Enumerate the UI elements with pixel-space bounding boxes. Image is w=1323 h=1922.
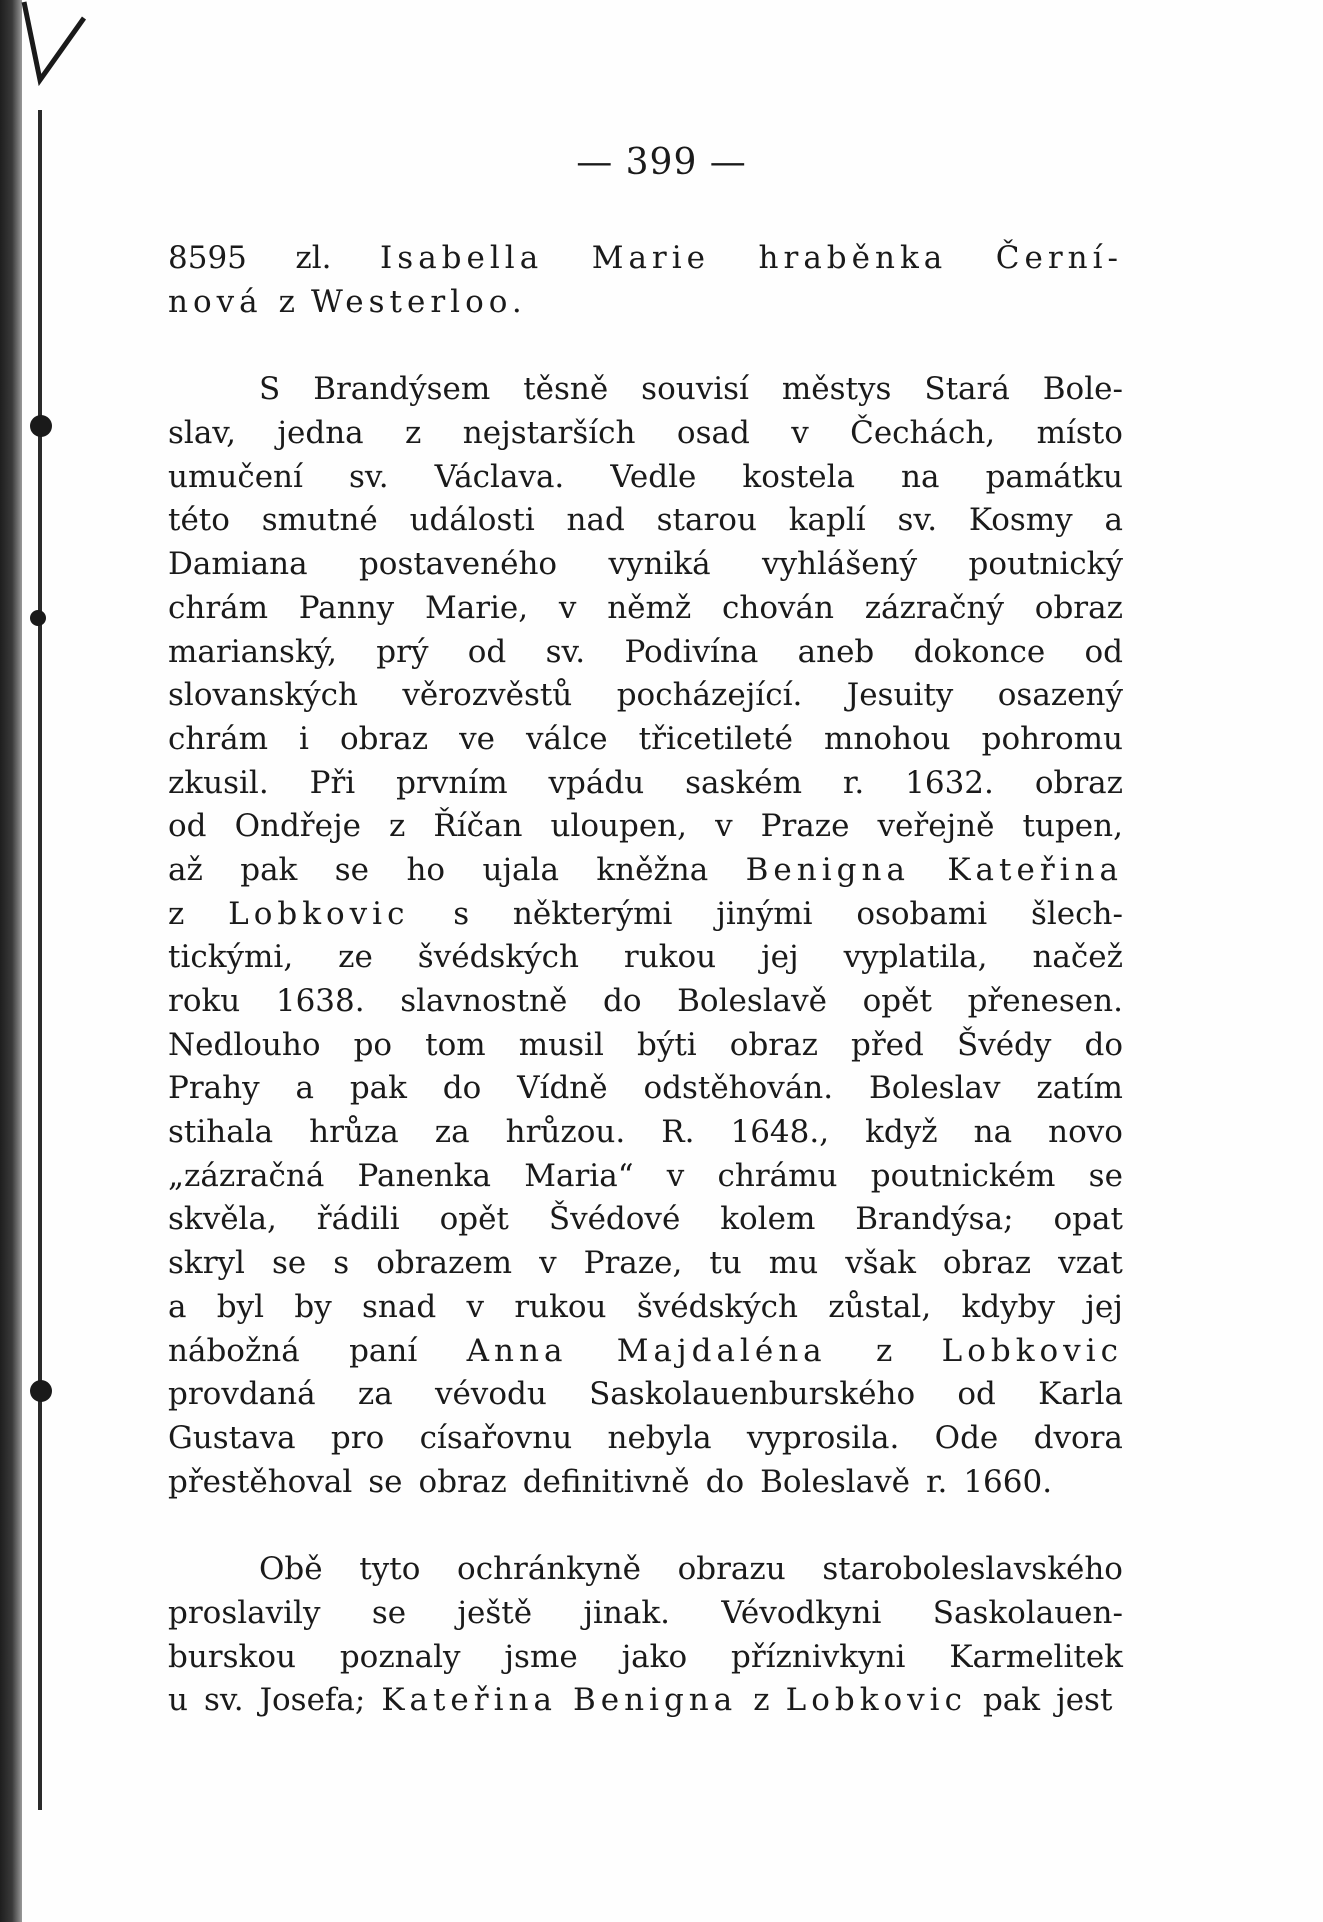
word: jest <box>1056 1682 1113 1719</box>
word: obraz <box>1034 589 1123 626</box>
text-line <box>168 1286 1123 1330</box>
word: chrámu <box>717 1157 838 1194</box>
word: příznivkyni <box>730 1638 906 1675</box>
word: uloupen, <box>550 808 688 845</box>
word: tu <box>709 1245 742 1282</box>
word: marianský, <box>168 633 338 670</box>
word: 8595 <box>168 240 247 276</box>
body-text <box>168 237 1123 1723</box>
word: kdyby <box>961 1288 1055 1325</box>
word: řádili <box>316 1201 400 1238</box>
word: S <box>259 371 281 408</box>
word: Praze, <box>583 1245 683 1282</box>
word: se <box>334 851 370 888</box>
word: nebyla <box>607 1419 712 1456</box>
word: burskou <box>168 1638 296 1675</box>
word: slovanských <box>168 677 358 714</box>
word: Při <box>309 764 356 801</box>
word: Karmelitek <box>949 1638 1123 1675</box>
word: pak <box>349 1070 407 1107</box>
word: Boleslavě <box>677 983 827 1019</box>
word: v <box>666 1157 685 1194</box>
word: švédských <box>636 1288 798 1325</box>
word: chrám <box>168 589 269 626</box>
word: stihala <box>168 1114 274 1151</box>
word: Obě <box>259 1551 323 1588</box>
text-line <box>168 849 1123 893</box>
word: jinak. <box>583 1594 670 1631</box>
word: rukou <box>623 939 717 976</box>
word: umučení <box>168 458 303 495</box>
word: kolem <box>720 1201 816 1238</box>
word: Isabella <box>380 240 544 276</box>
word: a <box>1104 502 1123 539</box>
word: saském <box>685 764 802 801</box>
text-line <box>168 1024 1123 1068</box>
word: pohromu <box>981 720 1123 757</box>
word: zázračný <box>864 589 1005 626</box>
word: věrozvěstů <box>402 677 573 714</box>
word: těsně <box>523 371 609 408</box>
word: nejstarších <box>462 415 636 452</box>
word: za <box>434 1114 470 1151</box>
word: sv. <box>897 502 938 539</box>
word: dokonce <box>913 633 1046 670</box>
word: Švédy <box>956 1026 1052 1063</box>
word: Saskolauen- <box>932 1594 1123 1631</box>
word: 1648., <box>730 1114 830 1151</box>
word: od <box>467 633 507 670</box>
word: nábožná <box>168 1332 300 1369</box>
word: a <box>295 1070 314 1107</box>
word: vyniká <box>608 546 711 583</box>
word: mu <box>768 1245 819 1282</box>
word: hrůzou. <box>505 1114 626 1151</box>
word: tom <box>425 1026 486 1063</box>
text-line <box>168 718 1123 762</box>
word: válce <box>526 720 608 757</box>
word: Boleslav <box>868 1070 1001 1107</box>
word: místo <box>1036 415 1123 452</box>
word: pro <box>330 1419 385 1456</box>
word: veřejně <box>877 808 995 845</box>
word: na <box>901 458 940 495</box>
word: postaveného <box>358 546 558 583</box>
word: Maria“ <box>524 1157 634 1194</box>
word: poutnický <box>968 546 1123 583</box>
word: jsme <box>504 1638 578 1675</box>
page-number: — 399 — <box>576 142 747 183</box>
margin-binding-line <box>38 110 42 1810</box>
word: Marie <box>591 240 711 276</box>
word: Karla <box>1038 1376 1123 1413</box>
word: poznaly <box>339 1638 461 1675</box>
word: šlech- <box>1030 895 1123 932</box>
word: obraz <box>339 720 429 757</box>
paragraph <box>168 237 1123 324</box>
word: kaplí <box>788 502 866 539</box>
word: v <box>539 1245 557 1282</box>
margin-dot <box>30 415 52 437</box>
word: Anna <box>466 1332 568 1369</box>
word: od <box>957 1376 996 1413</box>
word: sv. <box>203 1682 244 1719</box>
word: vévodu <box>434 1376 547 1413</box>
paragraph-gap <box>168 324 1123 368</box>
word: zůstal, <box>828 1288 932 1325</box>
word: obraz <box>942 1245 1032 1282</box>
word: osad <box>676 415 750 452</box>
word: provdaná <box>168 1376 316 1413</box>
text-line <box>168 1636 1123 1680</box>
word: nad <box>566 502 625 539</box>
text-line <box>168 980 1123 1024</box>
word: Bole- <box>1042 371 1123 408</box>
word: z <box>753 1682 770 1719</box>
word: proslavily <box>168 1594 321 1631</box>
word: se <box>1088 1157 1123 1194</box>
word: Boleslavě <box>760 1463 911 1500</box>
word: ujala <box>482 851 559 888</box>
word: když <box>865 1114 938 1151</box>
text-line <box>168 1373 1123 1417</box>
word: Josefa; <box>259 1682 366 1719</box>
word: z <box>875 1332 893 1369</box>
word: události <box>409 502 535 539</box>
text-line <box>168 368 1123 412</box>
word: vyprosila. <box>746 1419 900 1456</box>
word: odstěhován. <box>643 1070 834 1107</box>
word: starou <box>656 502 757 539</box>
word: „zázračná <box>168 1157 325 1194</box>
word: opat <box>1053 1201 1123 1238</box>
word: i <box>299 720 309 757</box>
word: sv. <box>545 633 586 670</box>
word: souvisí <box>641 371 749 408</box>
word: Lobkovic <box>228 895 410 932</box>
word: v <box>791 415 809 452</box>
word: na <box>973 1114 1013 1151</box>
word: Benigna <box>745 851 910 888</box>
text-line <box>168 456 1123 500</box>
text-line <box>168 805 1123 849</box>
word: vyplatila, <box>843 939 988 976</box>
word: zkusil. <box>168 764 269 801</box>
word: jako <box>621 1638 688 1675</box>
word: přenesen. <box>967 983 1123 1019</box>
text-line <box>168 1067 1123 1111</box>
word: slavnostně <box>400 983 568 1019</box>
word: z <box>278 283 295 320</box>
word: osobami <box>856 895 988 932</box>
word: vpádu <box>548 764 645 801</box>
word: Čechách, <box>850 415 996 452</box>
word: Brandýsa; <box>855 1201 1014 1238</box>
word: však <box>845 1245 916 1282</box>
word: snad <box>362 1288 437 1325</box>
text-line <box>168 1111 1123 1155</box>
word: Ondřeje <box>234 808 361 845</box>
word: v <box>466 1288 485 1325</box>
word: Vévodkyni <box>721 1594 882 1631</box>
word: Ode <box>934 1419 999 1456</box>
word: ještě <box>457 1594 533 1631</box>
word: a <box>168 1288 187 1325</box>
word: sv. <box>348 458 389 495</box>
word: z <box>168 895 185 932</box>
word: z <box>388 808 406 845</box>
word: jej <box>1085 1288 1123 1325</box>
text-line <box>168 412 1123 456</box>
word: s <box>333 1245 350 1282</box>
word: Panny <box>298 589 395 626</box>
word: Podivína <box>624 633 759 670</box>
word: dvora <box>1033 1419 1123 1456</box>
word: jedna <box>277 415 364 452</box>
word: vzat <box>1058 1245 1123 1282</box>
word: by <box>294 1288 332 1325</box>
word: skvěla, <box>168 1201 277 1238</box>
word: paní <box>349 1332 418 1369</box>
word: aneb <box>797 633 875 670</box>
margin-dot <box>30 1380 52 1402</box>
word: za <box>357 1376 393 1413</box>
word: hrůza <box>309 1114 399 1151</box>
word: načež <box>1032 939 1123 976</box>
word: 1660. <box>963 1463 1053 1500</box>
word: Damiana <box>168 546 308 583</box>
word: Nedlouho <box>168 1026 321 1063</box>
word: některými <box>512 895 673 932</box>
word: Brandýsem <box>313 371 491 408</box>
text-line <box>168 1548 1123 1592</box>
word: z <box>405 415 422 452</box>
word: obrazu <box>677 1551 786 1588</box>
word: ze <box>338 939 373 976</box>
word: pak <box>982 1682 1041 1719</box>
word: vyhlášený <box>762 546 918 583</box>
word: třicetileté <box>638 720 794 757</box>
word: Majdaléna <box>616 1332 827 1369</box>
word: obraz <box>418 1463 507 1500</box>
word: němž <box>607 589 692 626</box>
word: Marie, <box>424 589 529 626</box>
word: 1638. <box>275 983 365 1019</box>
word: u <box>168 1682 188 1719</box>
text-line <box>168 587 1123 631</box>
word: Westerloo. <box>310 283 527 320</box>
word: se <box>368 1463 403 1500</box>
word: poutnickém <box>870 1157 1056 1194</box>
text-line <box>168 499 1123 543</box>
word: před <box>851 1026 924 1063</box>
word: prý <box>376 633 429 670</box>
text-line <box>168 762 1123 806</box>
word: Kateřina <box>947 851 1123 888</box>
word: definitivně <box>522 1463 690 1500</box>
paragraph <box>168 1548 1123 1723</box>
word: slav, <box>168 415 236 452</box>
word: kněžna <box>596 851 709 888</box>
word: Černí- <box>995 240 1123 276</box>
word: Panenka <box>357 1157 492 1194</box>
text-line <box>168 1679 1123 1723</box>
text-line <box>168 1155 1123 1199</box>
word: obraz <box>1034 764 1123 801</box>
corner-fold-mark <box>20 0 100 90</box>
word: císařovnu <box>419 1419 573 1456</box>
word: roku <box>168 983 241 1019</box>
word: Saskolauenburského <box>589 1376 916 1413</box>
word: této <box>168 502 230 539</box>
word: zl. <box>295 240 332 276</box>
word: tyto <box>359 1551 421 1588</box>
word: kostela <box>742 458 855 495</box>
word: Kosmy <box>968 502 1073 539</box>
word: opět <box>439 1201 509 1238</box>
word: až <box>168 851 203 888</box>
word: Kateřina <box>381 1682 557 1719</box>
word: skryl <box>168 1245 245 1282</box>
word: se <box>371 1594 407 1631</box>
paragraph-gap <box>168 1504 1123 1548</box>
word: Praze <box>760 808 850 845</box>
word: rukou <box>514 1288 607 1325</box>
word: do <box>705 1463 745 1500</box>
word: byl <box>216 1288 265 1325</box>
word: osazený <box>997 677 1123 714</box>
word: tupen, <box>1022 808 1123 845</box>
word: staroboleslavského <box>822 1551 1123 1588</box>
word: do <box>1084 1026 1123 1063</box>
word: přestěhoval <box>168 1463 353 1500</box>
text-line <box>168 1592 1123 1636</box>
word: Vedle <box>610 458 697 495</box>
word: Vídně <box>517 1070 608 1107</box>
paragraph <box>168 368 1123 1504</box>
word: tickými, <box>168 939 294 976</box>
word: se <box>271 1245 307 1282</box>
text-line <box>168 936 1123 980</box>
margin-dot <box>30 610 46 626</box>
word: smutné <box>261 502 378 539</box>
word: s <box>453 895 470 932</box>
word: Gustava <box>168 1419 296 1456</box>
word: od <box>1084 633 1123 670</box>
word: mnohou <box>824 720 951 757</box>
text-line <box>168 281 1123 325</box>
word: Václava. <box>434 458 565 495</box>
word: městys <box>781 371 892 408</box>
word: do <box>442 1070 482 1107</box>
word: obraz <box>729 1026 818 1063</box>
text-line <box>168 631 1123 675</box>
word: 1632. <box>905 764 994 801</box>
text-line <box>168 1461 1123 1505</box>
word: Prahy <box>168 1070 260 1107</box>
word: R. <box>661 1114 695 1151</box>
word: musil <box>518 1026 604 1063</box>
text-line <box>168 543 1123 587</box>
word: novo <box>1048 1114 1123 1151</box>
word: zatím <box>1036 1070 1123 1107</box>
word: obrazem <box>376 1245 513 1282</box>
word: švédských <box>417 939 579 976</box>
word: r. <box>842 764 865 801</box>
text-line <box>168 674 1123 718</box>
word: Stará <box>924 371 1010 408</box>
word: po <box>353 1026 393 1063</box>
word: býti <box>636 1026 697 1063</box>
word: Švédové <box>548 1201 681 1238</box>
word: ve <box>459 720 496 757</box>
word: prvním <box>396 764 508 801</box>
word: ho <box>406 851 446 888</box>
word: v <box>558 589 577 626</box>
word: do <box>602 983 642 1019</box>
word: Říčan <box>433 808 523 845</box>
text-line <box>168 893 1123 937</box>
word: opět <box>862 983 932 1019</box>
word: Jesuity <box>846 677 954 714</box>
word: jej <box>761 939 799 976</box>
word: chován <box>722 589 834 626</box>
word: ochránkyně <box>457 1551 641 1588</box>
word: Benigna <box>572 1682 738 1719</box>
text-line <box>168 1242 1123 1286</box>
word: pocházející. <box>616 677 803 714</box>
text-line <box>168 237 1123 281</box>
word: jinými <box>716 895 813 932</box>
text-line <box>168 1330 1123 1374</box>
word: pak <box>240 851 298 888</box>
scan-binding-edge <box>0 0 22 1922</box>
word: od <box>168 808 207 845</box>
word: nová <box>168 283 263 320</box>
word: hraběnka <box>758 240 948 276</box>
word: Lobkovic <box>785 1682 967 1719</box>
text-line <box>168 1417 1123 1461</box>
text-line <box>168 1198 1123 1242</box>
word: r. <box>926 1463 948 1500</box>
word: památku <box>985 458 1123 495</box>
word: v <box>715 808 733 845</box>
word: chrám <box>168 720 269 757</box>
word: Lobkovic <box>941 1332 1123 1369</box>
